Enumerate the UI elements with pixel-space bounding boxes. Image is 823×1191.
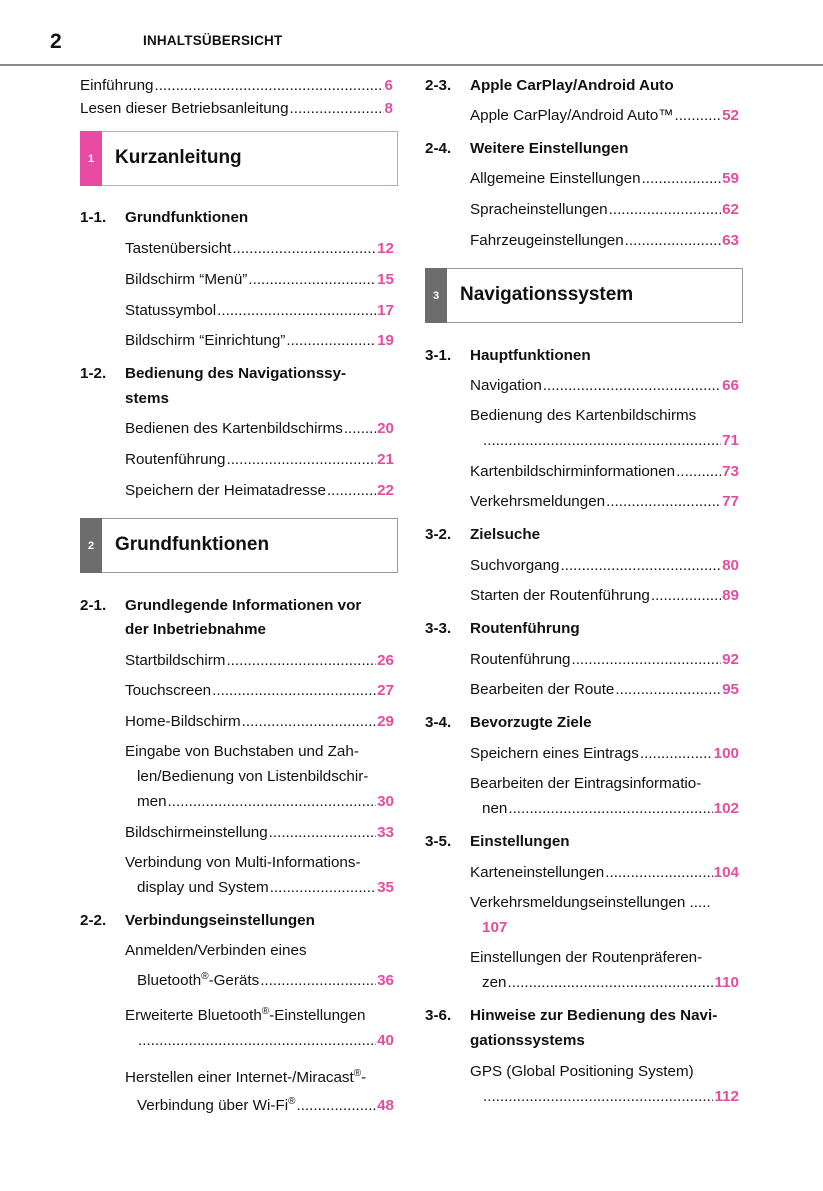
section-heading-cont: stems <box>125 390 169 407</box>
section-heading-cont: gationssystems <box>470 1032 585 1049</box>
chapter-title: Navigationssystem <box>460 284 634 305</box>
toc-entry-text[interactable]: Verkehrsmeldungseinstellungen ..... <box>470 894 711 911</box>
toc-entry-reading[interactable]: Lesen dieser Betriebsanleitung ..... 8 <box>80 99 393 119</box>
toc-entry[interactable]: ..... 40 <box>137 1031 394 1051</box>
toc-entry[interactable]: Navigation ..... 66 <box>470 376 739 396</box>
toc-entry[interactable]: Routenführung ..... 21 <box>125 450 394 470</box>
toc-entry[interactable]: Allgemeine Einstellungen ..... 59 <box>470 169 739 189</box>
toc-entry[interactable]: Bluetooth®-Geräts ..... 36 <box>137 971 394 991</box>
page-ref[interactable]: 8 <box>384 100 393 117</box>
toc-entry[interactable]: Speichern eines Eintrags ..... 100 <box>470 744 739 764</box>
toc-entry[interactable]: Bearbeiten der Route ..... 95 <box>470 680 739 700</box>
toc-entry[interactable]: Apple CarPlay/Android Auto™ ..... 52 <box>470 106 739 126</box>
toc-entry[interactable]: Verbindung über Wi-Fi® ..... 48 <box>137 1096 394 1116</box>
toc-entry[interactable]: Touchscreen ..... 27 <box>125 681 394 701</box>
toc-entry[interactable]: ..... 112 <box>482 1087 739 1107</box>
page-title: INHALTSÜBERSICHT <box>143 33 283 48</box>
chapter-3-heading[interactable] <box>425 268 743 323</box>
toc-entry-text[interactable]: Bearbeiten der Eintragsinformatio- <box>470 775 702 792</box>
toc-entry-text[interactable]: Einstellungen der Routenpräferen- <box>470 949 703 966</box>
toc-entry[interactable]: display und System ..... 35 <box>137 878 394 898</box>
toc-entry[interactable]: Startbildschirm ..... 26 <box>125 651 394 671</box>
toc-entry-text[interactable]: Verbindung von Multi-Informations- <box>125 854 361 871</box>
toc-entry[interactable]: Suchvorgang ..... 80 <box>470 556 739 576</box>
chapter-1-heading[interactable] <box>80 131 398 186</box>
toc-entry[interactable]: Kartenbildschirminformationen ..... 73 <box>470 462 739 482</box>
toc-entry-text[interactable]: Erweiterte Bluetooth®-Einstellungen <box>125 1006 366 1024</box>
toc-entry[interactable]: Verkehrsmeldungen ..... 77 <box>470 492 739 512</box>
toc-entry-intro[interactable]: Einführung ..... 6 <box>80 76 393 96</box>
toc-entry-text[interactable]: GPS (Global Positioning System) <box>470 1063 694 1080</box>
toc-entry-text[interactable]: Eingabe von Buchstaben und Zah- <box>125 743 359 760</box>
toc-entry-text[interactable]: Herstellen einer Internet-/Miracast®- <box>125 1068 367 1086</box>
toc-entry[interactable]: Spracheinstellungen ..... 62 <box>470 200 739 220</box>
toc-entry-text[interactable]: len/Bedienung von Listenbildschir- <box>137 768 369 785</box>
toc-entry[interactable]: zen ..... 110 <box>482 973 739 993</box>
page-ref[interactable]: 107 <box>482 919 508 936</box>
toc-entry[interactable]: Routenführung ..... 92 <box>470 650 739 670</box>
toc-entry[interactable]: Home-Bildschirm ..... 29 <box>125 712 394 732</box>
toc-entry[interactable]: Bildschirmeinstellung ..... 33 <box>125 823 394 843</box>
toc-entry[interactable]: nen ..... 102 <box>482 799 739 819</box>
page-ref[interactable]: 6 <box>384 77 393 94</box>
toc-entry[interactable]: Tastenübersicht ..... 12 <box>125 239 394 259</box>
chapter-number-tab: 2 <box>80 518 102 573</box>
chapter-title: Kurzanleitung <box>115 147 242 168</box>
toc-entry[interactable]: Bildschirm “Menü” ..... 15 <box>125 270 394 290</box>
chapter-2-heading[interactable] <box>80 518 398 573</box>
toc-entry[interactable]: Statussymbol ..... 17 <box>125 301 394 321</box>
toc-entry[interactable]: Speichern der Heimatadresse ..... 22 <box>125 481 394 501</box>
toc-entry[interactable]: men ..... 30 <box>137 792 394 812</box>
toc-entry[interactable]: Bedienen des Kartenbildschirms ..... 20 <box>125 419 394 439</box>
toc-entry[interactable]: Karteneinstellungen ..... 104 <box>470 863 739 883</box>
toc-entry-text[interactable]: Anmelden/Verbinden eines <box>125 942 307 959</box>
chapter-number-tab: 3 <box>425 268 447 323</box>
toc-entry[interactable]: Starten der Routenführung ..... 89 <box>470 586 739 606</box>
toc-entry[interactable]: Bildschirm “Einrichtung” ..... 19 <box>125 331 394 351</box>
header-divider <box>0 64 823 66</box>
chapter-number-tab: 1 <box>80 131 102 186</box>
toc-entry[interactable]: ..... 71 <box>482 431 739 451</box>
toc-entry-text[interactable]: Bedienung des Kartenbildschirms <box>470 407 697 424</box>
chapter-title: Grundfunktionen <box>115 534 270 555</box>
page-number: 2 <box>50 30 62 53</box>
section-heading-cont: der Inbetriebnahme <box>125 621 266 638</box>
toc-entry[interactable]: Fahrzeugeinstellungen ..... 63 <box>470 231 739 251</box>
